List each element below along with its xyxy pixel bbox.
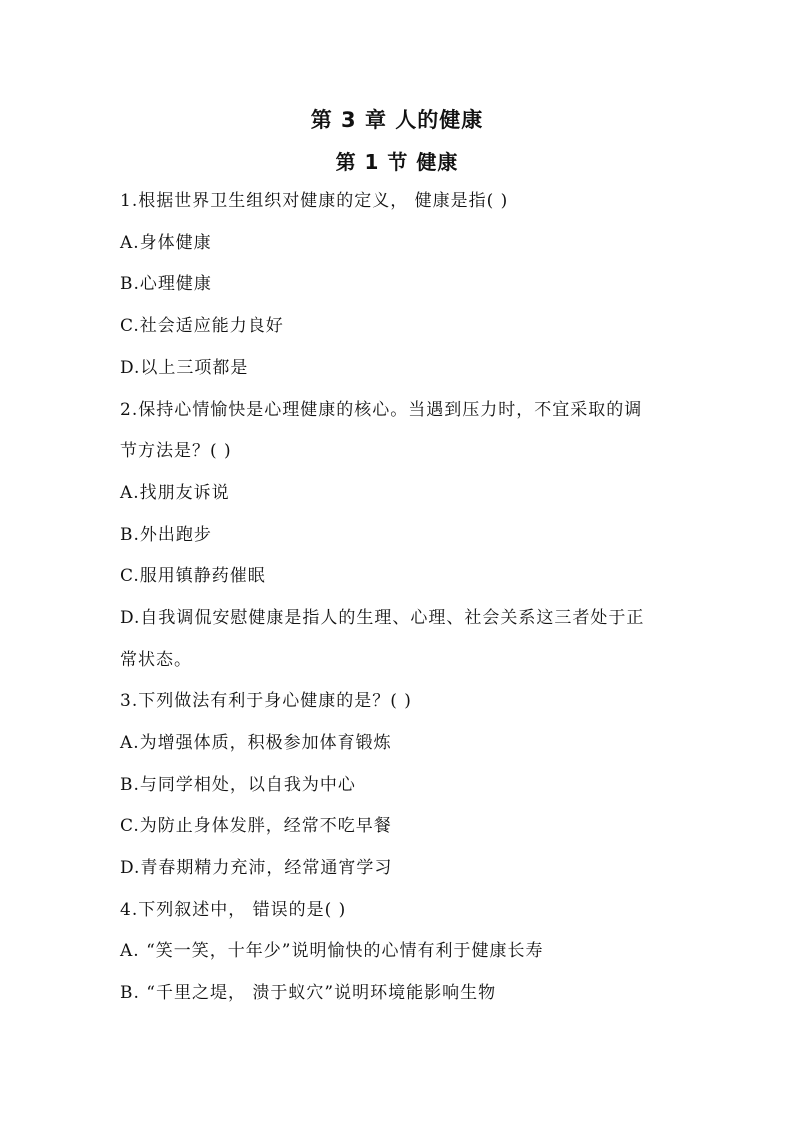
question-3-stem: 3.下列做法有利于身心健康的是？( ) [120, 691, 412, 711]
question-2-option-d-cont: 常状态。 [120, 650, 192, 670]
question-3-option-d: D.青春期精力充沛，经常通宵学习 [120, 858, 393, 878]
question-2-stem: 2.保持心情愉快是心理健康的核心。当遇到压力时，不宜采取的调 [120, 400, 643, 420]
question-1-option-d: D.以上三项都是 [120, 358, 249, 378]
question-1-stem: 1.根据世界卫生组织对健康的定义， 健康是指( ) [120, 191, 509, 211]
question-2-option-a: A.找朋友诉说 [120, 483, 230, 503]
question-2-option-d: D.自我调侃安慰健康是指人的生理、心理、社会关系这三者处于正 [120, 608, 645, 628]
question-2-stem-cont: 节方法是？( ) [120, 441, 232, 461]
question-2-option-c: C.服用镇静药催眠 [120, 566, 266, 586]
question-3-option-a: A.为增强体质，积极参加体育锻炼 [120, 733, 392, 753]
question-4-option-b: B. “千里之堤， 溃于蚁穴”说明环境能影响生物 [120, 983, 497, 1003]
section-title: 第 1 节 健康 [335, 150, 459, 174]
question-4-option-a: A. “笑一笑，十年少”说明愉快的心情有利于健康长寿 [120, 941, 544, 961]
question-1-option-a: A.身体健康 [120, 233, 212, 253]
question-2-option-b: B.外出跑步 [120, 525, 212, 545]
question-4-stem: 4.下列叙述中， 错误的是( ) [120, 900, 347, 920]
chapter-title: 第 3 章 人的健康 [310, 108, 484, 132]
question-3-option-c: C.为防止身体发胖，经常不吃早餐 [120, 816, 392, 836]
question-3-option-b: B.与同学相处，以自我为中心 [120, 775, 356, 795]
question-1-option-b: B.心理健康 [120, 274, 212, 294]
question-1-option-c: C.社会适应能力良好 [120, 316, 284, 336]
